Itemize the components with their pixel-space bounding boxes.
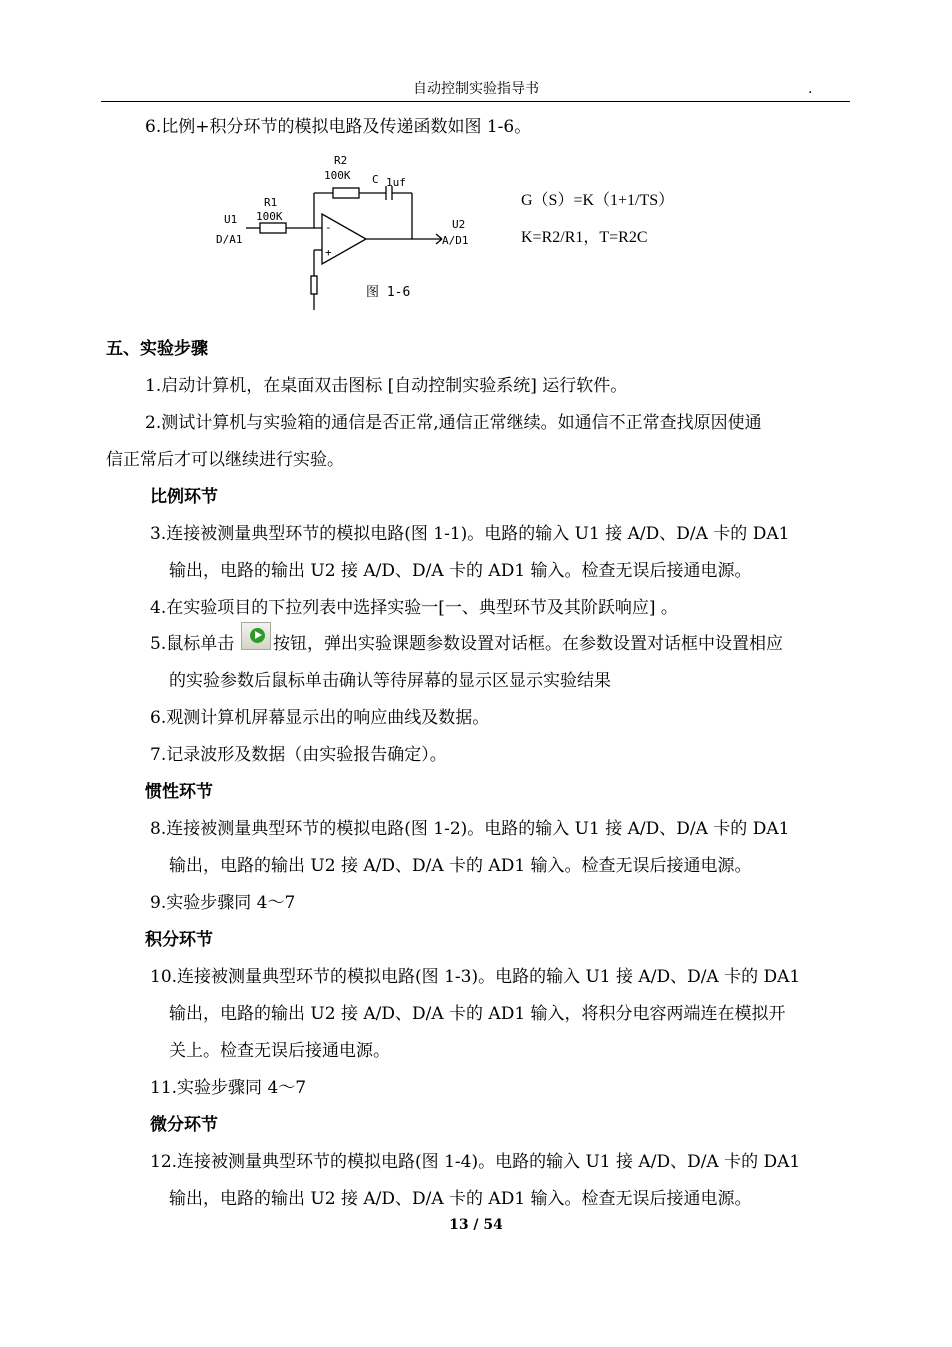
section-title: 五、实验步骤	[106, 339, 208, 359]
step-3-line-1: 3.连接被测量典型环节的模拟电路(图 1-1)。电路的输入 U1 接 A/D、D/A 卡的 DA1	[150, 524, 790, 544]
step-11: 11.实验步骤同 4～7	[150, 1078, 307, 1098]
r1-value: 100K	[256, 210, 283, 223]
subheading-proportional: 比例环节	[150, 487, 218, 507]
subheading-integral: 积分环节	[145, 930, 213, 950]
step-4: 4.在实验项目的下拉列表中选择实验一[一、典型环节及其阶跃响应] 。	[150, 598, 678, 618]
step-8-line-2: 输出，电路的输出 U2 接 A/D、D/A 卡的 AD1 输入。检查无误后接通电源。	[169, 856, 752, 876]
step-5-suffix: 按钮，弹出实验课题参数设置对话框。在参数设置对话框中设置相应	[273, 634, 783, 654]
step-6: 6.观测计算机屏幕显示出的响应曲线及数据。	[150, 708, 490, 728]
page-number: 13 / 54	[449, 1217, 503, 1233]
step-12-line-2: 输出，电路的输出 U2 接 A/D、D/A 卡的 AD1 输入。检查无误后接通电源。	[169, 1189, 752, 1209]
step-3-line-2: 输出，电路的输出 U2 接 A/D、D/A 卡的 AD1 输入。检查无误后接通电源。	[169, 561, 752, 581]
step-2-line-1: 2.测试计算机与实验箱的通信是否正常,通信正常继续。如通信不正常查找原因使通	[145, 413, 762, 433]
step-9: 9.实验步骤同 4～7	[150, 893, 296, 913]
step-10-line-2: 输出，电路的输出 U2 接 A/D、D/A 卡的 AD1 输入，将积分电容两端连在模拟开	[169, 1004, 786, 1024]
step-1: 1.启动计算机，在桌面双击图标 [自动控制实验系统] 运行软件。	[145, 376, 628, 396]
subheading-differential: 微分环节	[150, 1115, 218, 1135]
c-label: C	[372, 173, 379, 186]
subheading-inertial: 惯性环节	[145, 782, 213, 802]
step-10-line-3: 关上。检查无误后接通电源。	[169, 1041, 390, 1061]
u2-label: U2	[452, 218, 466, 231]
play-icon	[250, 628, 265, 643]
step-5-line-2: 的实验参数后鼠标单击确认等待屏幕的显示区显示实验结果	[169, 671, 611, 691]
step-7: 7.记录波形及数据（由实验报告确定）。	[150, 745, 447, 765]
intro-line: 6.比例+积分环节的模拟电路及传递函数如图 1-6。	[145, 117, 532, 137]
ad1-label: A/D1	[442, 234, 469, 247]
step-5-prefix: 5.鼠标单击	[150, 634, 235, 654]
circuit-diagram-figure-1-6	[210, 148, 500, 313]
u1-label: U1	[224, 213, 238, 226]
r2-value: 100K	[324, 169, 351, 182]
minus-label: -	[325, 221, 332, 234]
r2-label: R2	[334, 154, 348, 167]
formula-g: G（S）=K（1+1/TS）	[521, 192, 675, 209]
step-8-line-1: 8.连接被测量典型环节的模拟电路(图 1-2)。电路的输入 U1 接 A/D、D/A 卡的 DA1	[150, 819, 790, 839]
step-10-line-1: 10.连接被测量典型环节的模拟电路(图 1-3)。电路的输入 U1 接 A/D、D/A 卡的 DA1	[150, 967, 801, 987]
c-value: 1uf	[386, 176, 406, 189]
header-rule	[101, 101, 850, 102]
figure-caption: 图 1-6	[366, 285, 411, 300]
r1-label: R1	[264, 196, 278, 209]
header-title: 自动控制实验指导书	[413, 81, 539, 97]
da1-label: D/A1	[216, 233, 243, 246]
step-2-line-2: 信正常后才可以继续进行实验。	[106, 450, 344, 470]
plus-label: +	[325, 246, 332, 259]
formula-k: K=R2/R1，T=R2C	[521, 229, 648, 246]
header-dot: .	[808, 81, 813, 97]
run-experiment-button[interactable]	[241, 622, 271, 650]
step-12-line-1: 12.连接被测量典型环节的模拟电路(图 1-4)。电路的输入 U1 接 A/D、D/A 卡的 DA1	[150, 1152, 801, 1172]
